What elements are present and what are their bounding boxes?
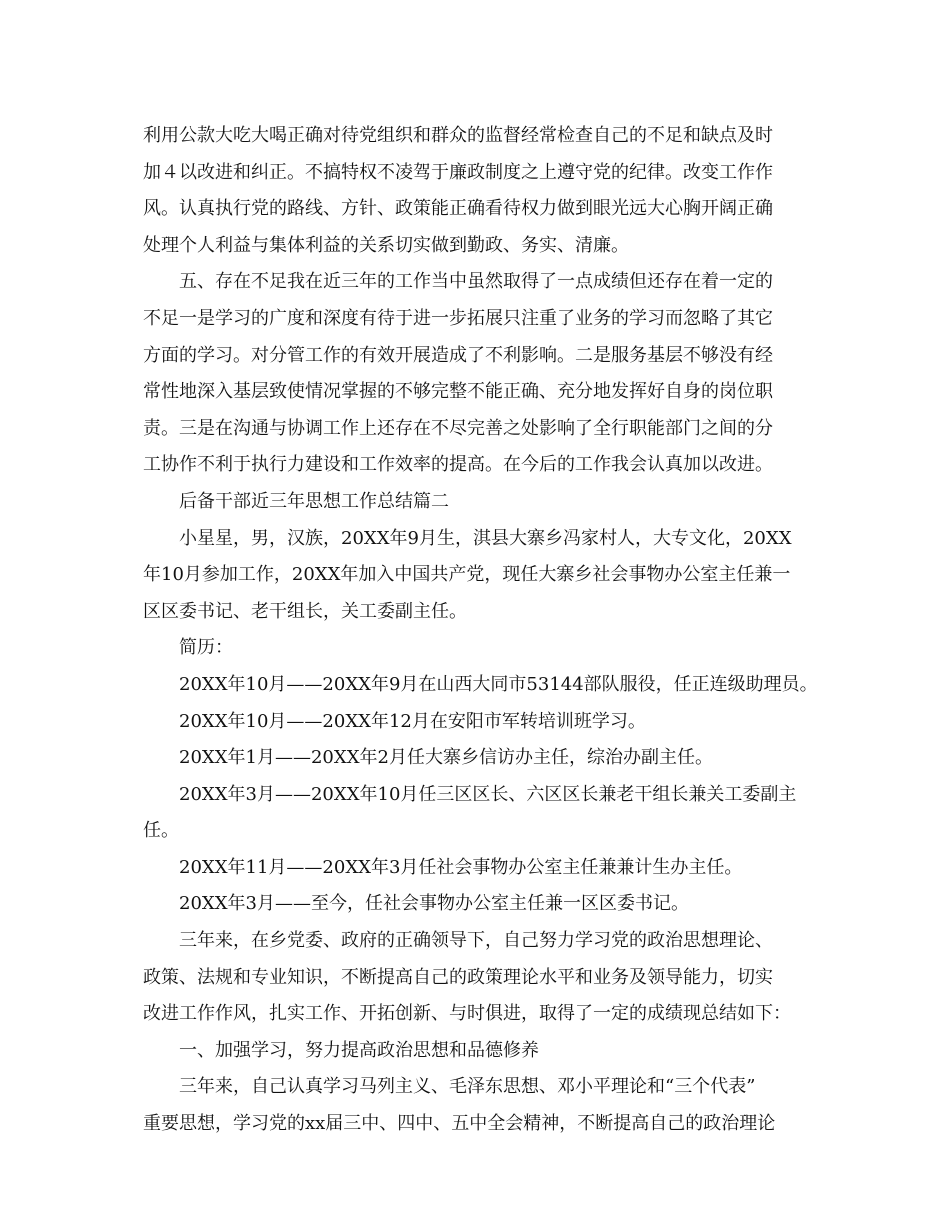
text-line: 风。认真执行党的路线、方针、政策能正确看待权力做到眼光远大心胸开阔正确 (143, 198, 773, 220)
text-line: 20XX年11月——20XX年3月任社会事物办公室主任兼兼计生办主任。 (179, 856, 743, 878)
text-line: 三年来，在乡党委、政府的正确领导下，自己努力学习党的政治思想理论、 (179, 930, 773, 952)
text-line: 三年来，自己认真学习马列主义、毛泽东思想、邓小平理论和“三个代表” (179, 1076, 756, 1098)
text-line: 20XX年3月——20XX年10月任三区区长、六区区长兼老干组长兼关工委副主 (179, 783, 797, 805)
text-line: 五、存在不足我在近三年的工作当中虽然取得了一点成绩但还存在着一定的 (179, 271, 773, 293)
text-line: 不足一是学习的广度和深度有待于进一步拓展只注重了业务的学习而忽略了其它 (143, 307, 773, 329)
text-line: 工协作不利于执行力建设和工作效率的提高。在今后的工作我会认真加以改进。 (143, 454, 773, 476)
text-line: 区区委书记、老干组长，关工委副主任。 (143, 600, 467, 622)
text-line: 利用公款大吃大喝正确对待党组织和群众的监督经常检查自己的不足和缺点及时 (143, 125, 773, 146)
text-line: 后备干部近三年思想工作总结篇二 (179, 490, 449, 512)
text-line: 小星星，男，汉族，20XX年9月生，淇县大寨乡冯家村人，大专文化，20XX (179, 527, 792, 549)
text-line: 年10月参加工作，20XX年加入中国共产党，现任大寨乡社会事物办公室主任兼一 (143, 564, 791, 586)
text-line: 重要思想，学习党的xx届三中、四中、五中全会精神，不断提高自己的政治理论 (143, 1113, 776, 1135)
text-line: 20XX年10月——20XX年12月在安阳市军转培训班学习。 (179, 710, 646, 732)
text-line: 责。三是在沟通与协调工作上还存在不尽完善之处影响了全行职能部门之间的分 (143, 417, 773, 439)
text-line: 20XX年3月——至今，任社会事物办公室主任兼一区区委书记。 (179, 893, 689, 915)
text-line: 加４以改进和纠正。不搞特权不凌驾于廉政制度之上遵守党的纪律。改变工作作 (143, 161, 773, 183)
document-body (143, 118, 823, 1143)
text-line: 20XX年1月——20XX年2月任大寨乡信访办主任，综治办副主任。 (179, 747, 713, 769)
text-line: 处理个人利益与集体利益的关系切实做到勤政、务实、清廉。 (143, 234, 629, 256)
text-line: 一、加强学习，努力提高政治思想和品德修养 (179, 1039, 539, 1061)
text-line: 常性地深入基层致使情况掌握的不够完整不能正确、充分地发挥好自身的岗位职 (143, 381, 773, 403)
text-line: 20XX年10月——20XX年9月在山西大同市53144部队服役，任正连级助理员。 (179, 673, 818, 695)
text-line: 任。 (143, 820, 179, 842)
text-line: 方面的学习。对分管工作的有效开展造成了不利影响。二是服务基层不够没有经 (143, 344, 773, 366)
text-line: 改进工作作风，扎实工作、开拓创新、与时俱进，取得了一定的成绩现总结如下： (143, 1003, 791, 1025)
text-line: 政策、法规和专业知识，不断提高自己的政策理论水平和业务及领导能力，切实 (143, 966, 773, 988)
text-line: 简历： (179, 637, 233, 659)
